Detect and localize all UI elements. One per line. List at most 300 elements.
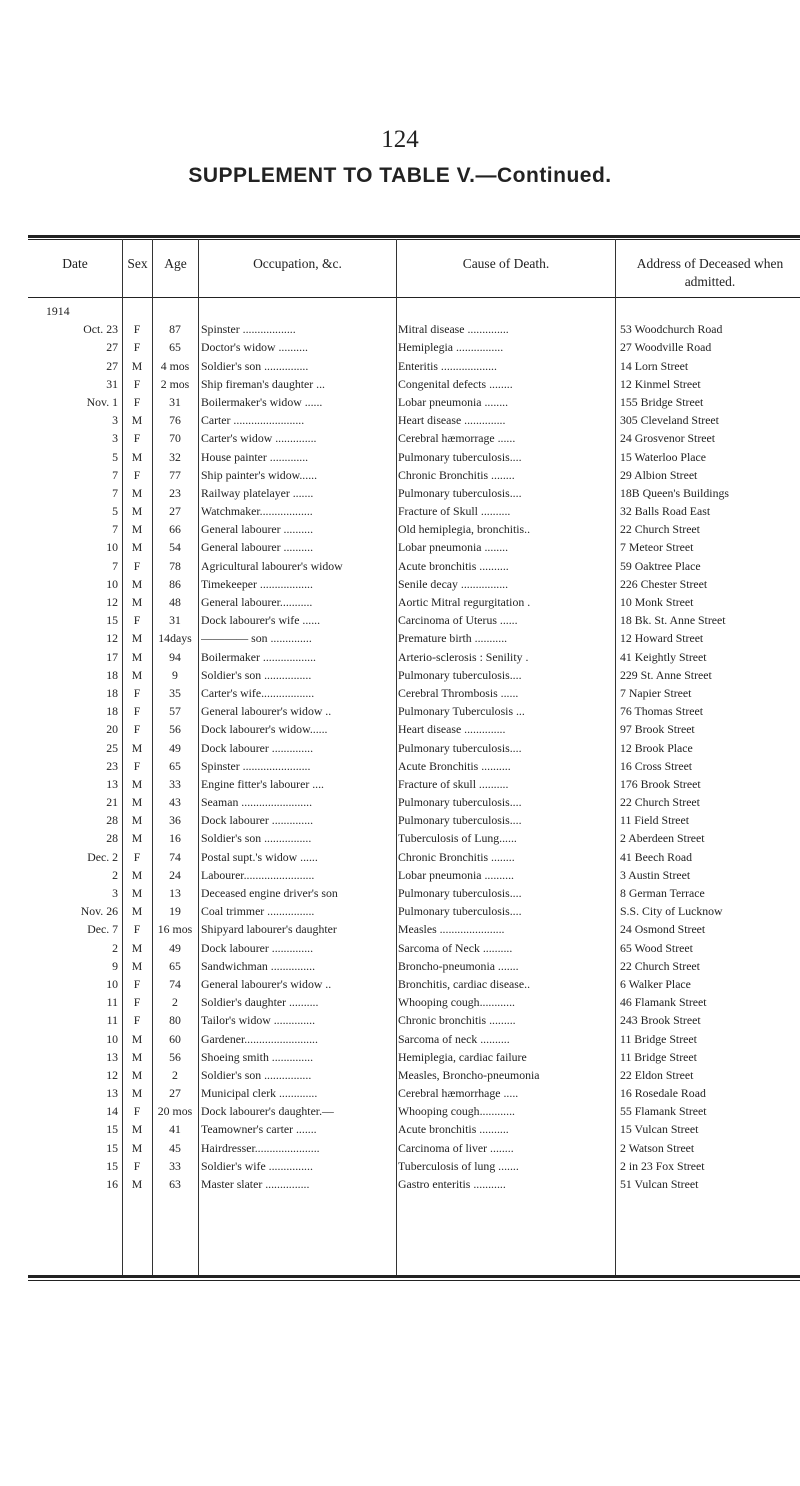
cell-address: 7 Napier Street (620, 685, 692, 700)
table-row (0, 375, 800, 393)
cell-sex: M (131, 1031, 143, 1046)
cell-date: 25 (106, 740, 118, 755)
cell-address: 243 Brook Street (620, 1013, 701, 1028)
cell-cause: Cerebral Thrombosis ...... (398, 685, 519, 700)
cell-cause: Chronic Bronchitis ........ (398, 467, 515, 482)
cell-cause: Old hemiplegia, bronchitis.. (398, 522, 531, 537)
cell-address: 2 in 23 Fox Street (620, 1158, 705, 1173)
cell-sex: M (131, 1140, 143, 1155)
cell-sex: M (131, 631, 143, 646)
cell-address: 176 Brook Street (620, 776, 701, 791)
cell-age: 13 (169, 886, 181, 900)
cell-cause: Broncho-pneumonia ....... (398, 958, 519, 973)
cell-date: 2 (112, 867, 118, 882)
cell-occupation: Soldier's son ................ (201, 1067, 312, 1082)
cell-address: 65 Wood Street (620, 940, 693, 955)
cell-cause: Pulmonary tuberculosis.... (398, 485, 522, 500)
table-row (0, 1157, 800, 1175)
cell-address: 51 Vulcan Street (620, 1177, 699, 1191)
cell-date: 7 (112, 522, 118, 537)
cell-occupation: Ship fireman's daughter ... (201, 376, 325, 391)
cell-address: 22 Eldon Street (620, 1067, 694, 1082)
cell-occupation: Tailor's widow .............. (201, 1013, 316, 1028)
cell-sex: M (131, 522, 143, 537)
cell-occupation: Spinster .................. (201, 322, 296, 337)
cell-cause: Heart disease .............. (398, 413, 506, 428)
cell-cause: Pulmonary tuberculosis.... (398, 886, 522, 900)
cell-cause: Measles, Broncho-pneumonia (398, 1067, 540, 1082)
cell-sex: M (131, 886, 143, 900)
cell-cause: Sarcoma of neck .......... (398, 1031, 510, 1046)
cell-address: 12 Brook Place (620, 740, 693, 755)
cell-address: 12 Kinmel Street (620, 376, 701, 391)
cell-date: 12 (106, 1067, 118, 1082)
cell-address: 18 Bk. St. Anne Street (620, 613, 726, 628)
cell-sex: F (133, 995, 141, 1010)
cell-address: 41 Keightly Street (620, 649, 707, 664)
cell-sex: M (131, 1049, 143, 1064)
cell-address: 22 Church Street (620, 958, 700, 973)
cell-age: 57 (169, 704, 181, 719)
table-row (0, 739, 800, 757)
cell-occupation: Spinster ....................... (201, 758, 311, 773)
cell-sex: F (133, 613, 141, 628)
cell-sex: M (131, 831, 143, 846)
cell-age: 45 (169, 1140, 181, 1155)
cell-date: 15 (106, 1158, 118, 1173)
cell-address: 14 Lorn Street (620, 358, 689, 373)
table-row (0, 775, 800, 793)
cell-occupation: Carter ........................ (201, 413, 305, 428)
cell-date: Dec. 2 (87, 849, 118, 864)
cell-date: 23 (106, 758, 118, 773)
cell-occupation: Teamowner's carter ....... (201, 1122, 317, 1137)
cell-sex: M (131, 867, 143, 882)
cell-sex: F (133, 431, 141, 446)
cell-sex: F (133, 340, 141, 355)
cell-cause: Chronic bronchitis ......... (398, 1013, 516, 1028)
cell-address: 24 Grosvenor Street (620, 431, 716, 446)
cell-sex: M (131, 667, 143, 682)
cell-sex: M (131, 504, 143, 519)
cell-date: 3 (112, 431, 118, 446)
cell-date: 5 (112, 449, 118, 464)
table-row (0, 1048, 800, 1066)
cell-age: 77 (169, 467, 181, 482)
cell-sex: M (131, 795, 143, 810)
cell-occupation: Dock labourer .............. (201, 813, 314, 828)
cell-sex: M (131, 1122, 143, 1137)
cell-sex: M (131, 940, 143, 955)
table-row (0, 1139, 800, 1157)
cell-occupation: General labourer's widow .. (201, 704, 332, 719)
cell-occupation: Doctor's widow .......... (201, 340, 308, 355)
table-row (0, 593, 800, 611)
header-age: Age (164, 256, 187, 271)
cell-occupation: Labourer........................ (201, 867, 315, 882)
cell-occupation: ———— son .............. (201, 631, 312, 646)
cell-sex: M (131, 649, 143, 664)
cell-sex: M (131, 576, 143, 591)
cell-cause: Cerebral hæmorrage ...... (398, 431, 516, 446)
cell-cause: Fracture of skull .......... (398, 776, 509, 791)
cell-cause: Heart disease .............. (398, 722, 506, 737)
cell-date: 31 (106, 376, 118, 391)
cell-age: 2 (172, 995, 178, 1010)
table-row (0, 357, 800, 375)
cell-cause: Hemiplegia, cardiac failure (398, 1049, 527, 1064)
table-row (0, 484, 800, 502)
cell-sex: M (131, 904, 143, 919)
cell-cause: Whooping cough............ (398, 995, 515, 1010)
cell-occupation: Ship painter's widow...... (201, 467, 318, 482)
cell-date: 15 (106, 613, 118, 628)
cell-occupation: Sandwichman ............... (201, 958, 316, 973)
table-row (0, 1066, 800, 1084)
cell-occupation: Shoeing smith .............. (201, 1049, 314, 1064)
cell-date: 12 (106, 595, 118, 609)
cell-cause: Chronic Bronchitis ........ (398, 849, 515, 864)
cell-age: 66 (169, 522, 181, 537)
cell-address: 76 Thomas Street (620, 704, 704, 719)
cell-age: 4 mos (160, 358, 190, 373)
cell-cause: Aortic Mitral regurgitation . (398, 595, 531, 609)
cell-address: 2 Watson Street (620, 1140, 695, 1155)
cell-sex: M (131, 1177, 143, 1191)
cell-date: Dec. 7 (87, 922, 118, 937)
table-row (0, 884, 800, 902)
cell-date: 5 (112, 504, 118, 519)
cell-age: 74 (169, 849, 181, 864)
cell-age: 36 (169, 813, 181, 828)
cell-cause: Pulmonary tuberculosis.... (398, 449, 522, 464)
cell-age: 80 (169, 1013, 181, 1028)
cell-age: 41 (169, 1122, 181, 1137)
cell-date: Oct. 23 (83, 322, 118, 337)
cell-occupation: Gardener......................... (201, 1031, 318, 1046)
cell-date: 7 (112, 485, 118, 500)
cell-address: S.S. City of Lucknow (620, 904, 723, 919)
year-label: 1914 (46, 304, 70, 318)
cell-date: 10 (106, 976, 118, 991)
cell-age: 94 (169, 649, 181, 664)
cell-date: 13 (106, 1086, 118, 1101)
cell-age: 43 (169, 795, 181, 810)
cell-occupation: Master slater ............... (201, 1177, 310, 1191)
table-top-rule-thin (28, 239, 800, 240)
table-row (0, 1084, 800, 1102)
cell-occupation: Timekeeper .................. (201, 576, 313, 591)
cell-age: 56 (169, 722, 181, 737)
table-row (0, 538, 800, 556)
cell-occupation: Soldier's son ............... (201, 358, 309, 373)
page-number: 124 (381, 126, 419, 153)
cell-address: 155 Bridge Street (620, 394, 704, 409)
cell-age: 23 (169, 485, 181, 500)
cell-sex: F (133, 1013, 141, 1028)
table-row (0, 829, 800, 847)
cell-date: 11 (106, 995, 118, 1010)
cell-address: 97 Brook Street (620, 722, 695, 737)
cell-address: 7 Meteor Street (620, 540, 694, 555)
table-row (0, 629, 800, 647)
cell-age: 32 (169, 449, 181, 464)
cell-age: 86 (169, 576, 181, 591)
cell-cause: Congenital defects ........ (398, 376, 513, 391)
cell-sex: F (133, 704, 141, 719)
cell-sex: M (131, 776, 143, 791)
cell-cause: Mitral disease .............. (398, 322, 509, 337)
cell-sex: M (131, 1086, 143, 1101)
table-row (0, 939, 800, 957)
table-row (0, 920, 800, 938)
cell-date: 10 (106, 540, 118, 555)
header-date: Date (62, 256, 88, 271)
cell-cause: Lobar pneumonia ........ (398, 540, 509, 555)
cell-cause: Pulmonary tuberculosis.... (398, 740, 522, 755)
cell-date: 7 (112, 558, 118, 573)
cell-address: 46 Flamank Street (620, 995, 707, 1010)
table-row (0, 702, 800, 720)
cell-sex: F (133, 758, 141, 773)
cell-occupation: Boilermaker's widow ...... (201, 394, 323, 409)
cell-date: 27 (106, 340, 118, 355)
cell-sex: F (133, 922, 141, 937)
cell-address: 22 Church Street (620, 795, 700, 810)
cell-occupation: Coal trimmer ................ (201, 904, 315, 919)
cell-age: 87 (169, 322, 181, 337)
cell-cause: Pulmonary tuberculosis.... (398, 667, 522, 682)
cell-age: 16 (169, 831, 181, 846)
cell-address: 59 Oaktree Place (620, 558, 701, 573)
cell-cause: Hemiplegia ................ (398, 340, 504, 355)
cell-date: 10 (106, 1031, 118, 1046)
cell-sex: F (133, 976, 141, 991)
cell-address: 3 Austin Street (620, 867, 691, 882)
table-row (0, 902, 800, 920)
cell-age: 35 (169, 685, 181, 700)
cell-sex: M (131, 449, 143, 464)
cell-cause: Premature birth ........... (398, 631, 508, 646)
cell-cause: Lobar pneumonia ........ (398, 394, 509, 409)
cell-sex: F (133, 685, 141, 700)
table-row (0, 720, 800, 738)
cell-sex: M (131, 358, 143, 373)
cell-cause: Pulmonary tuberculosis.... (398, 813, 522, 828)
cell-address: 8 German Terrace (620, 886, 705, 900)
cell-date: 7 (112, 467, 118, 482)
header-sex: Sex (127, 256, 148, 271)
cell-address: 11 Field Street (620, 813, 690, 828)
cell-address: 16 Rosedale Road (620, 1086, 706, 1101)
table-row (0, 993, 800, 1011)
table-row (0, 1011, 800, 1029)
page-title: SUPPLEMENT TO TABLE V.—Continued. (188, 164, 612, 187)
cell-cause: Arterio-sclerosis : Senility . (398, 649, 529, 664)
cell-occupation: General labourer........... (201, 595, 313, 609)
cell-sex: F (133, 849, 141, 864)
cell-address: 305 Cleveland Street (620, 413, 719, 428)
cell-sex: F (133, 376, 141, 391)
cell-address: 11 Bridge Street (620, 1031, 697, 1046)
cell-date: 16 (106, 1177, 118, 1191)
cell-age: 74 (169, 976, 181, 991)
table-row (0, 557, 800, 575)
cell-occupation: Railway platelayer ....... (201, 485, 314, 500)
cell-age: 65 (169, 758, 181, 773)
cell-cause: Bronchitis, cardiac disease.. (398, 976, 531, 991)
cell-sex: F (133, 1104, 141, 1119)
cell-cause: Pulmonary tuberculosis.... (398, 795, 522, 810)
table-row (0, 393, 800, 411)
cell-sex: M (131, 413, 143, 428)
cell-age: 20 mos (157, 1104, 193, 1119)
cell-date: 27 (106, 358, 118, 373)
cell-cause: Acute bronchitis .......... (398, 558, 509, 573)
cell-cause: Pulmonary Tuberculosis ... (398, 704, 525, 719)
table-bottom-rule (28, 1275, 800, 1278)
cell-occupation: General labourer .......... (201, 540, 314, 555)
cell-address: 53 Woodchurch Road (620, 322, 723, 337)
cell-address: 55 Flamank Street (620, 1104, 707, 1119)
cell-cause: Tuberculosis of Lung...... (398, 831, 517, 846)
cell-date: 2 (112, 940, 118, 955)
cell-occupation: Municipal clerk ............. (201, 1086, 318, 1101)
cell-age: 27 (169, 504, 181, 519)
cell-age: 49 (169, 740, 181, 755)
cell-address: 10 Monk Street (620, 595, 694, 609)
cell-cause: Lobar pneumonia .......... (398, 867, 514, 882)
cell-occupation: Engine fitter's labourer .... (201, 776, 325, 791)
cell-date: 15 (106, 1140, 118, 1155)
cell-occupation: Dock labourer's daughter.— (201, 1104, 334, 1119)
cell-date: 15 (106, 1122, 118, 1137)
cell-date: 13 (106, 1049, 118, 1064)
cell-address: 32 Balls Road East (620, 504, 711, 519)
cell-date: 12 (106, 631, 118, 646)
cell-age: 60 (169, 1031, 181, 1046)
cell-cause: Enteritis ................... (398, 358, 497, 373)
year-row (0, 302, 800, 320)
cell-age: 76 (169, 413, 181, 428)
cell-age: 70 (169, 431, 181, 446)
cell-date: 20 (106, 722, 118, 737)
table-row (0, 811, 800, 829)
cell-cause: Acute Bronchitis .......... (398, 758, 511, 773)
cell-date: 10 (106, 576, 118, 591)
cell-sex: M (131, 595, 143, 609)
cell-date: 3 (112, 886, 118, 900)
table-row (0, 757, 800, 775)
table-row (0, 793, 800, 811)
cell-date: Nov. 26 (80, 904, 118, 919)
table-row (0, 684, 800, 702)
cell-occupation: Carter's widow .............. (201, 431, 317, 446)
cell-date: 3 (112, 413, 118, 428)
cell-date: 14 (106, 1104, 118, 1119)
cell-address: 2 Aberdeen Street (620, 831, 705, 846)
cell-date: 28 (106, 813, 118, 828)
cell-cause: Sarcoma of Neck .......... (398, 940, 513, 955)
cell-cause: Tuberculosis of lung ....... (398, 1158, 519, 1173)
cell-date: 17 (106, 649, 118, 664)
cell-age: 19 (169, 904, 181, 919)
cell-sex: M (131, 485, 143, 500)
cell-address: 18B Queen's Buildings (620, 485, 729, 500)
cell-age: 48 (169, 595, 181, 609)
cell-date: 9 (112, 958, 118, 973)
cell-date: 18 (106, 685, 118, 700)
table-row (0, 648, 800, 666)
cell-occupation: Soldier's daughter .......... (201, 995, 319, 1010)
table-row (0, 320, 800, 338)
cell-sex: F (133, 322, 141, 337)
cell-sex: F (133, 467, 141, 482)
cell-address: 22 Church Street (620, 522, 700, 537)
header-bottom-rule (28, 297, 800, 298)
header-cause: Cause of Death. (462, 256, 550, 271)
table-row (0, 611, 800, 629)
cell-cause: Acute bronchitis .......... (398, 1122, 509, 1137)
cell-occupation: General labourer's widow .. (201, 976, 332, 991)
cell-age: 2 (172, 1067, 178, 1082)
cell-sex: M (131, 740, 143, 755)
cell-address: 24 Osmond Street (620, 922, 706, 937)
header-occupation: Occupation, &c. (253, 256, 342, 271)
cell-age: 49 (169, 940, 181, 955)
cell-date: Nov. 1 (86, 394, 118, 409)
cell-date: 18 (106, 704, 118, 719)
cell-age: 31 (169, 613, 181, 628)
cell-age: 2 mos (160, 376, 190, 391)
table-row (0, 866, 800, 884)
cell-age: 33 (169, 776, 181, 791)
cell-occupation: Dock labourer .............. (201, 740, 314, 755)
cell-age: 65 (169, 958, 181, 973)
cell-age: 24 (169, 867, 181, 882)
cell-occupation: Agricultural labourer's widow (201, 558, 343, 573)
cell-sex: F (133, 1158, 141, 1173)
cell-address: 226 Chester Street (620, 576, 708, 591)
cell-occupation: Postal supt.'s widow ...... (201, 849, 318, 864)
cell-age: 63 (169, 1177, 181, 1191)
table-row (0, 575, 800, 593)
cell-occupation: General labourer .......... (201, 522, 314, 537)
cell-cause: Measles ...................... (398, 922, 505, 937)
cell-age: 14days (158, 631, 192, 646)
cell-occupation: Soldier's son ................ (201, 831, 312, 846)
table-row (0, 411, 800, 429)
cell-age: 65 (169, 340, 181, 355)
table-row (0, 448, 800, 466)
cell-cause: Fracture of Skull .......... (398, 504, 511, 519)
cell-occupation: Hairdresser...................... (201, 1140, 320, 1155)
cell-sex: F (133, 394, 141, 409)
cell-cause: Carcinoma of liver ........ (398, 1140, 514, 1155)
cell-cause: Pulmonary tuberculosis.... (398, 904, 522, 919)
cell-occupation: Dock labourer's wife ...... (201, 613, 321, 628)
cell-date: 28 (106, 831, 118, 846)
cell-date: 11 (106, 1013, 118, 1028)
cell-address: 12 Howard Street (620, 631, 704, 646)
header-address: Address of Deceased when admitted. (636, 256, 784, 289)
cell-age: 9 (172, 667, 178, 682)
cell-occupation: Deceased engine driver's son (201, 886, 338, 900)
cell-sex: M (131, 958, 143, 973)
cell-occupation: Seaman ........................ (201, 795, 313, 810)
cell-address: 11 Bridge Street (620, 1049, 697, 1064)
cell-date: 13 (106, 776, 118, 791)
